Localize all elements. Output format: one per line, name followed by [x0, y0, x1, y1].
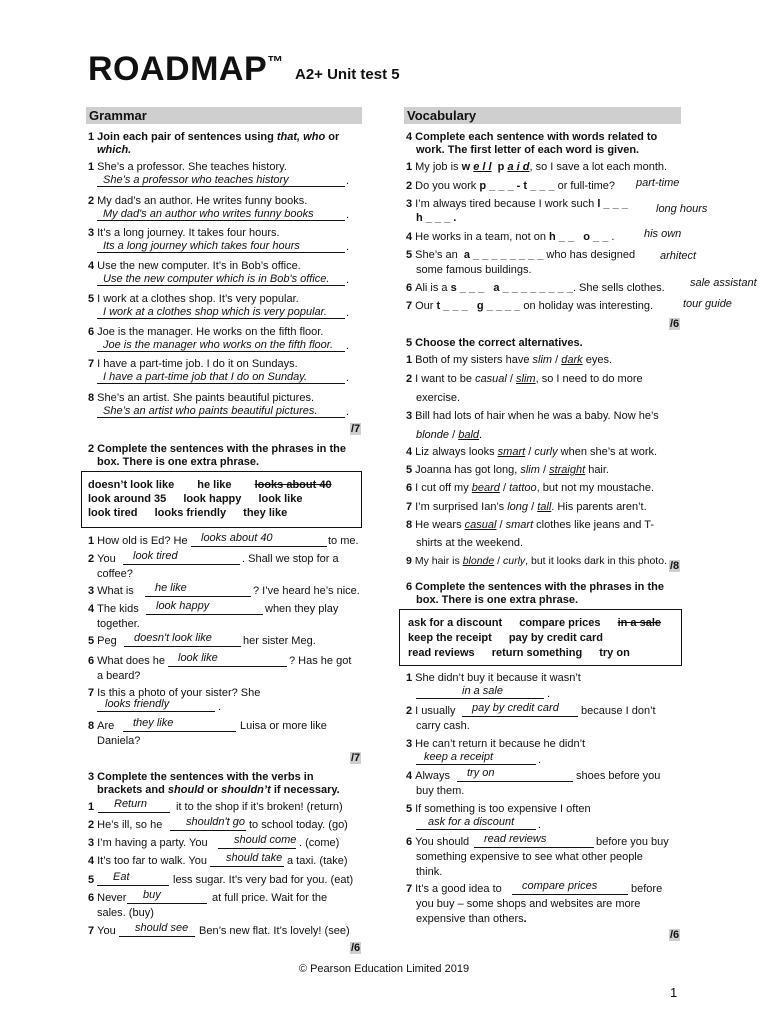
ex6-question-cont: think.	[416, 866, 443, 878]
ex5-item: 3 Bill had lots of hair when he was a baby. Now he’s	[406, 410, 659, 422]
ex2-question-rest: Luisa or more like	[240, 720, 327, 732]
ex2-question: 2 You	[88, 553, 116, 565]
answer-line	[97, 186, 345, 187]
item-number: 4	[406, 770, 413, 782]
answer-line	[191, 546, 327, 547]
ex3-answer: should take	[226, 852, 283, 864]
ex3-answer: should come	[234, 834, 297, 846]
ex3-instruction-2: brackets and should or shouldn’t if necessary.	[97, 784, 340, 796]
ex6-question-rest: before	[631, 883, 663, 895]
ex6-question: 5 If something is too expensive I often	[406, 803, 591, 815]
ex4-answer: long hours	[656, 203, 708, 215]
page-number: 1	[670, 985, 678, 1000]
ex5-item: 6 I cut off my beard / tattoo, but not my moustache.	[406, 482, 655, 494]
item-number: 5	[406, 803, 413, 815]
grammar-heading: Grammar	[86, 107, 362, 124]
phrase: look tired	[88, 507, 138, 519]
phrase-used: in a sale	[617, 617, 662, 629]
answer-line	[170, 830, 246, 831]
ex3-question-rest: at full price. Wait for the	[212, 892, 328, 904]
answer-line	[124, 646, 241, 647]
ex6-question-cont: something expensive to see what other people	[416, 851, 643, 863]
punct: .	[346, 406, 350, 418]
ex2-question-rest: when they play	[265, 603, 339, 615]
ex6-instruction: 6 Complete the sentences with the phrases in the	[406, 581, 664, 593]
item-number: 3	[406, 738, 413, 750]
ex2-question: 7 Is this a photo of your sister? She	[88, 687, 261, 699]
page-title: ROADMAP™	[88, 50, 284, 88]
ex5-item: 5 Joanna has got long, slim / straight hair.	[406, 464, 609, 476]
item-number: 1	[88, 161, 95, 173]
item-number: 6	[88, 326, 95, 338]
ex2-answer: doesn't look like	[134, 632, 212, 644]
ex4-answer: his own	[644, 228, 682, 240]
punct: .	[218, 701, 222, 713]
ex6-question: 2 I usually	[406, 705, 456, 717]
phrase: looks friendly	[154, 507, 227, 519]
phrase: he like	[197, 479, 232, 491]
ex5-item: 1 Both of my sisters have slim / dark eyes.	[406, 354, 613, 366]
ex4-item: 4 He works in a team, not on h _ _ o _ _ .	[406, 231, 615, 243]
item-number: 2	[406, 705, 413, 717]
punct: .	[346, 274, 350, 286]
item-number: 3	[88, 585, 95, 597]
answer-line	[97, 711, 215, 712]
answer-line	[119, 936, 195, 937]
ex6-question: 7 It’s a good idea to	[406, 883, 502, 895]
item-number: 5	[88, 293, 95, 305]
ex3-answer: should see	[135, 922, 189, 934]
ex3-question: 7 You	[88, 925, 116, 937]
ex2-question-rest: ? I’ve heard he’s nice.	[253, 585, 360, 597]
ex1-answer: Its a long journey which takes four hours	[103, 240, 300, 252]
ex2-question-rest: to me.	[328, 535, 359, 547]
ex3-question	[88, 873, 97, 887]
ex6-answer: compare prices	[522, 880, 598, 892]
ex2-question: 4 The kids	[88, 603, 139, 615]
ex6-phrase-box	[399, 609, 682, 666]
ex5-item-cont: shirts at the weekend.	[416, 537, 524, 549]
ex2-answer: they like	[133, 717, 174, 729]
ex6-question-rest: because I don’t	[581, 705, 656, 717]
answer-line	[97, 220, 345, 221]
copyright: © Pearson Education Limited 2019	[298, 963, 470, 975]
ex6-question-cont: carry cash.	[416, 720, 470, 732]
phrase: pay by credit card	[508, 632, 603, 644]
ex2-question: 8 Are	[88, 720, 115, 732]
ex1-question: 7 I have a part-time job. I do it on Sundays.	[88, 358, 298, 370]
ex3-question-rest: less sugar. It’s very bad for you. (eat)	[173, 874, 354, 886]
ex2-question: 3 What is	[88, 585, 134, 597]
answer-line	[123, 731, 236, 732]
ex2-question-rest: . Shall we stop for a	[242, 553, 339, 565]
item-number: 7	[88, 687, 95, 699]
punct: .	[346, 175, 350, 187]
ex3-question: 2 He’s ill, so he	[88, 819, 163, 831]
ex5-instruction: 5 Choose the correct alternatives.	[406, 337, 583, 349]
ex6-answer: keep a receipt	[424, 751, 494, 763]
answer-line	[416, 698, 544, 699]
ex6-question: 4 Always	[406, 770, 450, 782]
phrase: compare prices	[519, 617, 601, 629]
punct: .	[538, 819, 542, 831]
ex4-score: /6	[670, 318, 680, 330]
ex1-answer: I have a part-time job that I do on Sunday.	[103, 371, 308, 383]
answer-line	[474, 847, 594, 848]
item-number: 8	[88, 392, 95, 404]
ex4-instruction: 4 Complete each sentence with words related to	[406, 131, 658, 143]
ex2-instruction-2: box. There is one extra phrase.	[97, 456, 260, 468]
punct: .	[538, 754, 542, 766]
ex4-answer: sale assistant	[690, 277, 757, 289]
phrase: ask for a discount	[408, 617, 503, 629]
ex6-question-cont: expensive than others.	[416, 913, 527, 925]
item-number: 6	[88, 655, 95, 667]
ex2-score: /7	[351, 752, 361, 764]
ex1-answer: I work at a clothes shop which is very popular.	[103, 306, 327, 318]
ex5-item: 7 I’m surprised Ian’s long / tall. His parents aren’t.	[406, 501, 647, 513]
ex1-score: /7	[351, 423, 361, 435]
ex1-instruction-2: which.	[97, 144, 132, 156]
answer-line	[145, 596, 251, 597]
ex2-answer: look tired	[133, 550, 178, 562]
phrase: try on	[599, 647, 630, 659]
ex3-answer: Eat	[113, 871, 130, 883]
answer-line	[97, 285, 345, 286]
ex1-answer: She’s an artist who paints beautiful pictures.	[103, 405, 318, 417]
answer-line	[97, 417, 345, 418]
ex2-question-rest: her sister Meg.	[243, 635, 316, 647]
ex4-item-cont: h _ _ _ .	[416, 212, 457, 224]
ex1-answer: Joe is the manager who works on the fifth floor.	[103, 339, 334, 351]
ex2-answer: look happy	[156, 600, 210, 612]
ex4-answer: tour guide	[683, 298, 732, 310]
phrase: read reviews	[408, 647, 475, 659]
ex4-item: 7 Our t _ _ _ g _ _ _ _ on holiday was interesting.	[406, 300, 653, 312]
ex5-score: /8	[670, 560, 680, 572]
ex1-instruction: 1 Join each pair of sentences using that, who or	[88, 131, 340, 143]
ex1-answer: She’s a professor who teaches history	[103, 174, 289, 186]
ex6-question-rest: shoes before you	[576, 770, 661, 782]
item-number: 4	[88, 260, 95, 272]
item-number: 1	[88, 535, 95, 547]
ex3-instruction: 3 Complete the sentences with the verbs in	[88, 771, 314, 783]
item-number: 6	[406, 836, 413, 848]
ex3-question-rest: it to the shop if it’s broken! (return)	[176, 801, 343, 813]
ex6-score: /6	[670, 929, 680, 941]
ex3-question: 3 I’m having a party. You	[88, 837, 208, 849]
ex6-question-rest: before you buy	[596, 836, 669, 848]
ex3-question	[88, 800, 97, 814]
ex3-answer: Return	[114, 798, 148, 810]
ex4-item: 1 My job is w e l l p a i d, so I save a lot each month.	[406, 161, 668, 173]
page-subtitle: A2+ Unit test 5	[295, 66, 400, 83]
ex2-answer: looks friendly	[105, 698, 170, 710]
answer-line	[97, 252, 345, 253]
ex6-question: 1 She didn’t buy it because it wasn’t	[406, 672, 581, 684]
ex6-question: 3 He can’t return it because he didn’t	[406, 738, 586, 750]
item-number: 4	[88, 603, 95, 615]
ex2-phrase-box	[81, 471, 362, 528]
ex4-item: 2 Do you work p _ _ _ - t _ _ _ or full-time?	[406, 180, 616, 192]
ex2-question: 5 Peg	[88, 635, 117, 647]
answer-line	[168, 666, 287, 667]
ex1-question: 3 It’s a long journey. It takes four hours.	[88, 227, 280, 239]
item-number: 4	[88, 855, 95, 867]
item-number: 7	[406, 883, 413, 895]
phrase: return something	[491, 647, 583, 659]
ex5-item: 8 He wears casual / smart clothes like jeans and T-	[406, 519, 654, 531]
punct: .	[346, 372, 350, 384]
ex6-question: 6 You should	[406, 836, 470, 848]
answer-line	[97, 885, 169, 886]
ex4-instruction-2: work. The first letter of each word is given.	[416, 144, 640, 156]
ex1-question: 8 She’s an artist. She paints beautiful pictures.	[88, 392, 314, 404]
answer-line	[97, 383, 345, 384]
item-number: 8	[88, 720, 95, 732]
phrase: look like	[258, 493, 303, 505]
vocabulary-heading: Vocabulary	[404, 107, 681, 124]
ex3-question-cont: sales. (buy)	[97, 907, 154, 919]
ex2-instruction: 2 Complete the sentences with the phrases in the	[88, 443, 346, 455]
ex3-answer: shouldn't go	[186, 816, 245, 828]
item-number: 5	[88, 874, 95, 886]
ex6-answer: read reviews	[484, 833, 547, 845]
answer-line	[127, 903, 207, 904]
answer-line	[98, 812, 170, 813]
item-number: 2	[88, 195, 95, 207]
item-number: 2	[88, 553, 95, 565]
phrase: look happy	[183, 493, 242, 505]
ex1-answer: Use the new computer which is in Bob's office.	[103, 273, 330, 285]
ex2-answer: he like	[155, 582, 187, 594]
ex2-question: 6 What does he	[88, 655, 165, 667]
ex3-answer: buy	[143, 889, 161, 901]
ex2-answer: looks about 40	[201, 532, 273, 544]
ex3-question: 6 Never	[88, 892, 127, 904]
ex3-question-rest: to school today. (go)	[249, 819, 348, 831]
answer-line	[512, 894, 628, 895]
ex4-item-cont: some famous buildings.	[416, 264, 532, 276]
ex5-item-cont: exercise.	[416, 392, 461, 404]
ex2-question-cont: together.	[97, 618, 140, 630]
ex6-answer: pay by credit card	[472, 702, 559, 714]
answer-line	[97, 318, 345, 319]
punct: .	[346, 340, 350, 352]
punct: .	[346, 209, 350, 221]
ex4-answer: arhitect	[660, 250, 697, 262]
ex4-item: 5 She’s an a _ _ _ _ _ _ _ _ who has designed	[406, 249, 636, 261]
ex5-item: 2 I want to be casual / slim, so I need to do more	[406, 373, 643, 385]
punct: .	[547, 688, 551, 700]
ex3-question-rest: . (come)	[299, 837, 340, 849]
ex6-answer: try on	[467, 767, 495, 779]
ex3-question-rest: Ben’s new flat. It’s lovely! (see)	[199, 925, 350, 937]
phrase-used: looks about 40	[254, 479, 332, 491]
ex2-question-cont: coffee?	[97, 568, 133, 580]
item-number: 3	[88, 837, 95, 849]
answer-line	[457, 781, 573, 782]
ex2-question: 1 How old is Ed? He	[88, 535, 188, 547]
item-number: 1	[88, 801, 95, 813]
ex1-question: 5 I work at a clothes shop. It’s very popular.	[88, 293, 299, 305]
ex1-question: 1 She’s a professor. She teaches history.	[88, 161, 287, 173]
item-number: 3	[88, 227, 95, 239]
punct: .	[346, 307, 350, 319]
answer-line	[416, 764, 536, 765]
ex2-question-cont: Daniela?	[97, 735, 141, 747]
ex2-answer: look like	[178, 652, 218, 664]
ex6-answer: in a sale	[462, 685, 503, 697]
ex6-instruction-2: box. There is one extra phrase.	[416, 594, 579, 606]
answer-line	[123, 564, 240, 565]
ex3-score: /6	[351, 942, 361, 954]
item-number: 5	[88, 635, 95, 647]
punct: .	[346, 241, 350, 253]
ex4-item: 3 I’m always tired because I work such l _ _ _	[406, 198, 628, 210]
ex6-answer: ask for a discount	[428, 816, 515, 828]
phrase: keep the receipt	[408, 632, 492, 644]
phrase: look around 35	[88, 493, 167, 505]
item-number: 7	[88, 925, 95, 937]
phrase: they like	[243, 507, 288, 519]
answer-line	[210, 866, 284, 867]
ex5-item: 4 Liz always looks smart / curly when she’s at work.	[406, 446, 658, 458]
ex2-question-cont: a beard?	[97, 670, 141, 682]
ex3-question-rest: a taxi. (take)	[287, 855, 348, 867]
answer-line	[218, 848, 296, 849]
ex6-question-cont: you buy – some shops and websites are more	[416, 898, 641, 910]
ex4-item: 6 Ali is a s _ _ _ a _ _ _ _ _ _ _ _. She sells clothes.	[406, 282, 665, 294]
item-number: 6	[88, 892, 95, 904]
item-number: 1	[406, 672, 413, 684]
item-number: 7	[88, 358, 95, 370]
item-number: 2	[88, 819, 95, 831]
answer-line	[97, 351, 345, 352]
ex1-answer: My dad's an author who writes funny books	[103, 208, 314, 220]
ex1-question: 4 Use the new computer. It’s in Bob’s office.	[88, 260, 301, 272]
answer-line	[462, 716, 578, 717]
ex1-question: 6 Joe is the manager. He works on the fifth floor.	[88, 326, 324, 338]
answer-line	[146, 614, 263, 615]
ex4-answer: part-time	[636, 177, 680, 189]
ex1-question: 2 My dad’s an author. He writes funny books.	[88, 195, 308, 207]
ex6-question-cont: buy them.	[416, 785, 465, 797]
ex3-question: 4 It’s too far to walk. You	[88, 855, 207, 867]
answer-line	[416, 829, 536, 830]
ex5-item: 9 My hair is blonde / curly, but it looks dark in this photo.	[406, 555, 667, 567]
ex2-question-rest: ? Has he got	[289, 655, 352, 667]
ex5-item-cont: blonde / bald.	[416, 429, 483, 441]
phrase: doesn’t look like	[88, 479, 175, 491]
